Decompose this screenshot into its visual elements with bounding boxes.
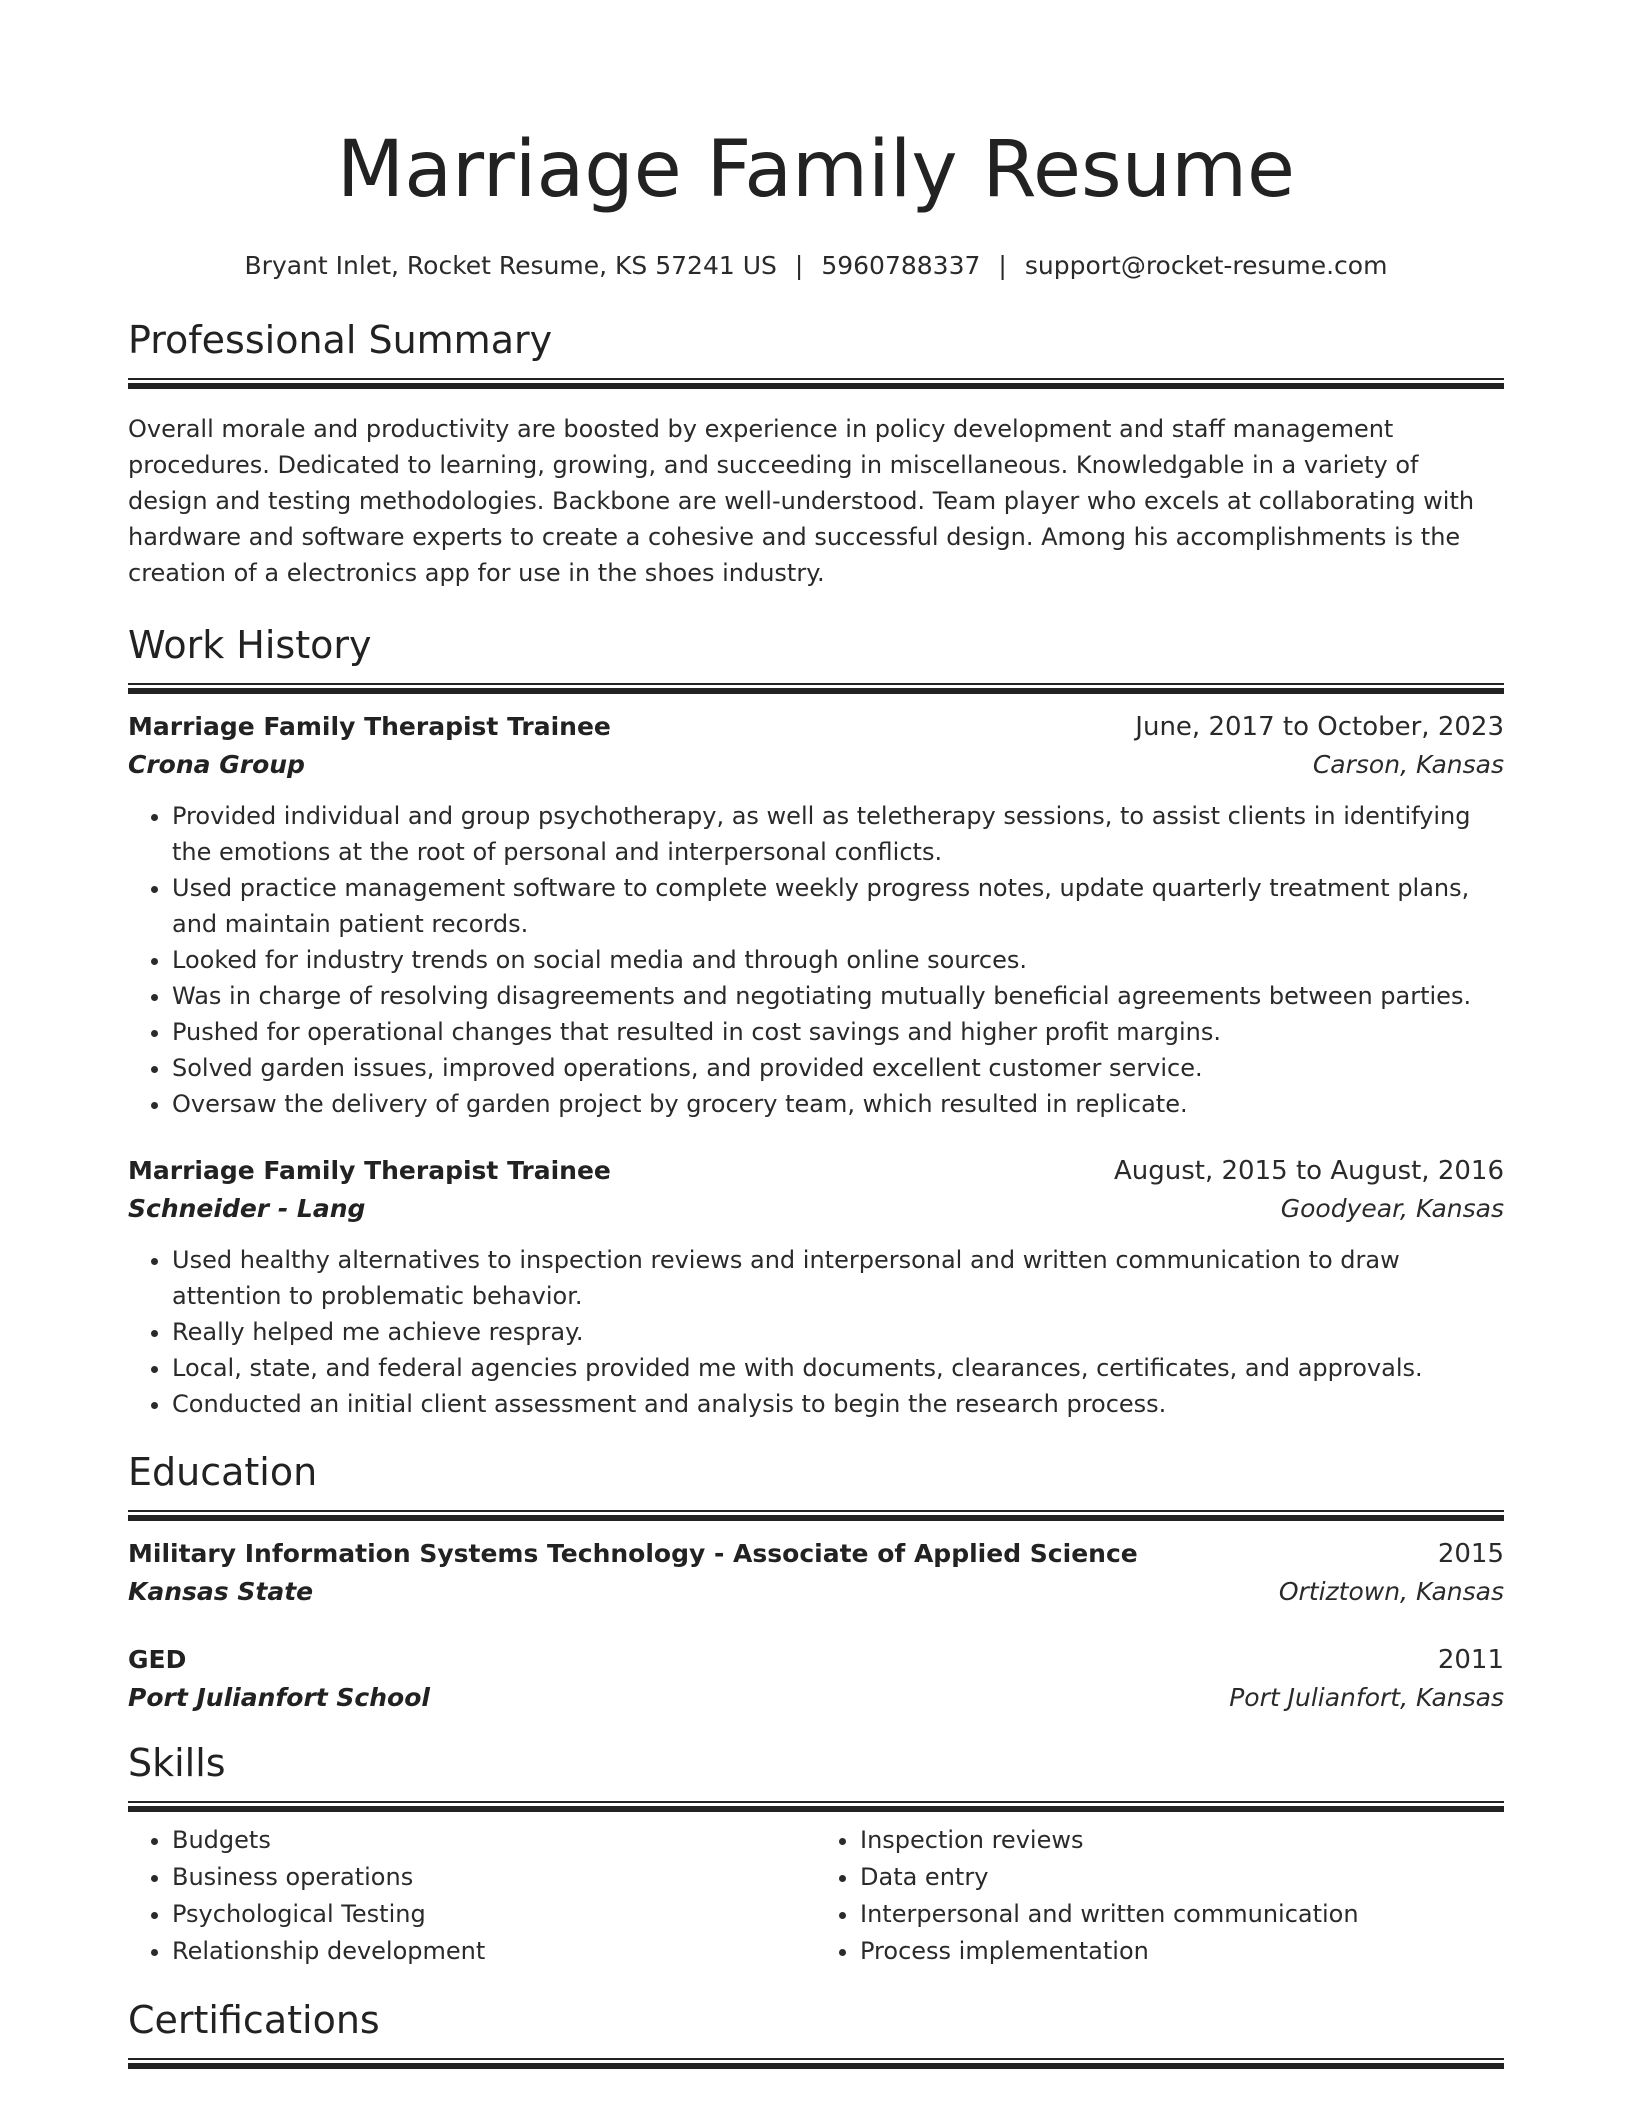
summary-section xyxy=(128,314,1504,591)
skill-item: • Psychological Testing xyxy=(172,1896,816,1933)
job-bullet: • Solved garden issues, improved operations, and provided excellent customer service. xyxy=(172,1050,1504,1086)
contact-address: Bryant Inlet, Rocket Resume, KS 57241 US xyxy=(244,251,777,280)
school-location: Port Julianfort, Kansas xyxy=(1229,1683,1504,1712)
certifications-heading: Certifications xyxy=(128,1998,380,2042)
school-name: Port Julianfort School xyxy=(128,1683,430,1712)
job-location: Goodyear, Kansas xyxy=(1280,1194,1504,1223)
skill-item: • Budgets xyxy=(172,1822,816,1859)
skills-section xyxy=(128,1737,1504,1970)
job-bullet: • Local, state, and federal agencies provided me with documents, clearances, certificates, and approvals. xyxy=(172,1350,1504,1386)
job-entry xyxy=(128,708,1504,1122)
education-entry xyxy=(128,1535,1504,1611)
job-title: Marriage Family Therapist Trainee xyxy=(128,1156,611,1185)
skill-item: • Inspection reviews xyxy=(860,1822,1504,1859)
summary-text: Overall morale and productivity are boosted by experience in policy development and staff management procedures. Dedicated to learning, growing, and succeeding in miscellaneous. Knowledgable in a variety of design and testing methodologies. Backbone are well-understood. Team player who excels at collaborating with hardware and software experts to create a cohesive and successful design. Among his accomplishments is the creation of a electronics app for use in the shoes industry. xyxy=(128,415,1475,587)
education-section xyxy=(128,1446,1504,1717)
job-entry xyxy=(128,1152,1504,1422)
job-bullet: • Pushed for operational changes that resulted in cost savings and higher profit margins. xyxy=(172,1014,1504,1050)
job-bullet: • Really helped me achieve respray. xyxy=(172,1314,1504,1350)
section-divider xyxy=(128,1801,1504,1810)
job-location: Carson, Kansas xyxy=(1312,750,1504,779)
skill-item: • Relationship development xyxy=(172,1933,816,1970)
skill-item: • Process implementation xyxy=(860,1933,1504,1970)
section-divider xyxy=(128,683,1504,692)
job-bullet: • Was in charge of resolving disagreements and negotiating mutually beneficial agreements between parties. xyxy=(172,978,1504,1014)
contact-separator: | xyxy=(998,251,1007,280)
skill-item: • Data entry xyxy=(860,1859,1504,1896)
job-bullets xyxy=(128,1242,1504,1422)
skill-item: • Interpersonal and written communication xyxy=(860,1896,1504,1933)
education-year: 2015 xyxy=(1437,1539,1504,1569)
school-name: Kansas State xyxy=(128,1577,314,1606)
contact-phone: 5960788337 xyxy=(821,251,981,280)
job-title: Marriage Family Therapist Trainee xyxy=(128,712,611,741)
job-bullets xyxy=(128,798,1504,1122)
contact-separator: | xyxy=(794,251,804,280)
work-history-section xyxy=(128,619,1504,1422)
certifications-section xyxy=(128,1994,1504,2067)
section-divider xyxy=(128,1510,1504,1519)
job-bullet: • Looked for industry trends on social media and through online sources. xyxy=(172,942,1504,978)
skill-item: • Business operations xyxy=(172,1859,816,1896)
school-location: Ortiztown, Kansas xyxy=(1278,1577,1504,1606)
job-dates: August, 2015 to August, 2016 xyxy=(1114,1156,1504,1186)
job-company: Schneider - Lang xyxy=(128,1194,366,1223)
job-bullet: • Used healthy alternatives to inspection reviews and interpersonal and written communication to draw attention to problematic behavior. xyxy=(172,1242,1504,1314)
education-entry xyxy=(128,1641,1504,1717)
job-bullet: • Used practice management software to complete weekly progress notes, update quarterly treatment plans, and maintain patient records. xyxy=(172,870,1504,942)
job-bullet: • Provided individual and group psychotherapy, as well as teletherapy sessions, to assist clients in identifying the emotions at the root of personal and interpersonal conflicts. xyxy=(172,798,1504,870)
skills-column-left xyxy=(128,1822,816,1970)
skills-columns xyxy=(128,1822,1504,1970)
education-heading: Education xyxy=(128,1450,318,1494)
section-divider xyxy=(128,2058,1504,2067)
resume-name: Marriage Family Resume xyxy=(336,125,1296,215)
education-year: 2011 xyxy=(1437,1645,1504,1675)
degree-title: GED xyxy=(128,1645,187,1674)
job-dates: June, 2017 to October, 2023 xyxy=(1135,712,1504,742)
section-divider xyxy=(128,378,1504,387)
contact-email: support@rocket-resume.com xyxy=(1024,251,1388,280)
contact-line xyxy=(128,248,1504,284)
summary-heading: Professional Summary xyxy=(128,318,553,362)
skills-column-right xyxy=(816,1822,1504,1970)
job-company: Crona Group xyxy=(128,750,305,779)
degree-title: Military Information Systems Technology - Associate of Applied Science xyxy=(128,1539,1138,1568)
work-history-heading: Work History xyxy=(128,623,372,667)
job-bullet: • Conducted an initial client assessment and analysis to begin the research process. xyxy=(172,1386,1504,1422)
skills-heading: Skills xyxy=(128,1741,226,1785)
job-bullet: • Oversaw the delivery of garden project by grocery team, which resulted in replicate. xyxy=(172,1086,1504,1122)
